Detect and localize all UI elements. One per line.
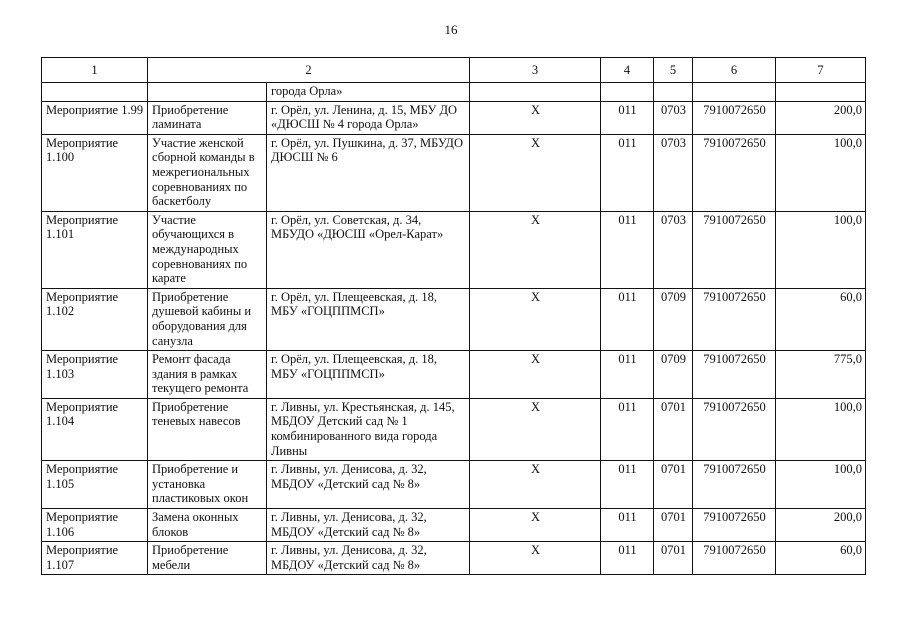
- column-6-cell: 7910072650: [693, 398, 776, 460]
- column-6-cell: 7910072650: [693, 101, 776, 134]
- column-header-3: 3: [470, 58, 601, 83]
- table-row: [42, 351, 866, 399]
- column-3-cell: Х: [470, 101, 601, 134]
- column-6-cell: 7910072650: [693, 211, 776, 288]
- column-4-cell: 011: [601, 461, 654, 509]
- column-5-cell: 0703: [654, 101, 693, 134]
- column-7-cell: 100,0: [776, 461, 866, 509]
- column-7-cell: 200,0: [776, 101, 866, 134]
- address-cell: г. Ливны, ул. Крестьянская, д. 145, МБДОУ Детский сад № 1 комбинированного вида города Ливны: [267, 398, 470, 460]
- address-cell: г. Ливны, ул. Денисова, д. 32, МБДОУ «Детский сад № 8»: [267, 542, 470, 575]
- continuation-description-cell: [148, 83, 267, 102]
- column-4-cell: 011: [601, 398, 654, 460]
- description-cell: Ремонт фасада здания в рамках текущего ремонта: [148, 351, 267, 399]
- table-row: [42, 101, 866, 134]
- column-7-cell: 60,0: [776, 288, 866, 350]
- column-3-cell: Х: [470, 398, 601, 460]
- budget-table: [41, 57, 866, 575]
- measure-cell: Мероприятие 1.99: [42, 101, 148, 134]
- column-5-cell: 0701: [654, 398, 693, 460]
- continuation-measure-cell: [42, 83, 148, 102]
- column-header-5: 5: [654, 58, 693, 83]
- column-6-cell: 7910072650: [693, 288, 776, 350]
- column-4-cell: 011: [601, 101, 654, 134]
- address-cell: г. Орёл, ул. Плещеевская, д. 18, МБУ «ГОЦППМСП»: [267, 351, 470, 399]
- column-5-cell: 0709: [654, 351, 693, 399]
- column-7-cell: 200,0: [776, 509, 866, 542]
- column-4-cell: 011: [601, 351, 654, 399]
- column-header-1: 1: [42, 58, 148, 83]
- description-cell: Приобретение ламината: [148, 101, 267, 134]
- column-5-cell: 0701: [654, 542, 693, 575]
- table-row: [42, 398, 866, 460]
- table-body: [42, 83, 866, 575]
- column-7-cell: 100,0: [776, 211, 866, 288]
- continuation-cell-6: [693, 83, 776, 102]
- column-7-cell: 60,0: [776, 542, 866, 575]
- address-cell: г. Ливны, ул. Денисова, д. 32, МБДОУ «Детский сад № 8»: [267, 461, 470, 509]
- address-cell: г. Орёл, ул. Пушкина, д. 37, МБУДО ДЮСШ № 6: [267, 134, 470, 211]
- column-3-cell: Х: [470, 509, 601, 542]
- table-row: [42, 542, 866, 575]
- continuation-address-cell: города Орла»: [267, 83, 470, 102]
- column-3-cell: Х: [470, 211, 601, 288]
- continuation-cell-7: [776, 83, 866, 102]
- column-3-cell: Х: [470, 351, 601, 399]
- column-6-cell: 7910072650: [693, 542, 776, 575]
- description-cell: Приобретение мебели: [148, 542, 267, 575]
- continuation-cell-3: [470, 83, 601, 102]
- address-cell: г. Орёл, ул. Ленина, д. 15, МБУ ДО «ДЮСШ № 4 города Орла»: [267, 101, 470, 134]
- measure-cell: Мероприятие 1.102: [42, 288, 148, 350]
- column-3-cell: Х: [470, 542, 601, 575]
- column-5-cell: 0709: [654, 288, 693, 350]
- measure-cell: Мероприятие 1.105: [42, 461, 148, 509]
- column-header-7: 7: [776, 58, 866, 83]
- column-7-cell: 100,0: [776, 134, 866, 211]
- address-cell: г. Орёл, ул. Советская, д. 34, МБУДО «ДЮСШ «Орел-Карат»: [267, 211, 470, 288]
- column-4-cell: 011: [601, 509, 654, 542]
- table-row: [42, 461, 866, 509]
- description-cell: Приобретение душевой кабины и оборудования для санузла: [148, 288, 267, 350]
- header-row: [42, 58, 866, 83]
- column-5-cell: 0703: [654, 134, 693, 211]
- column-6-cell: 7910072650: [693, 509, 776, 542]
- description-cell: Участие обучающихся в международных соревнованиях по карате: [148, 211, 267, 288]
- column-6-cell: 7910072650: [693, 351, 776, 399]
- column-3-cell: Х: [470, 288, 601, 350]
- column-3-cell: Х: [470, 461, 601, 509]
- table-row: [42, 288, 866, 350]
- page-number: 16: [444, 22, 458, 37]
- description-cell: Участие женской сборной команды в межрегиональных соревнованиях по баскетболу: [148, 134, 267, 211]
- continuation-cell-5: [654, 83, 693, 102]
- continuation-row: [42, 83, 866, 102]
- measure-cell: Мероприятие 1.106: [42, 509, 148, 542]
- description-cell: Приобретение и установка пластиковых окон: [148, 461, 267, 509]
- column-header-6: 6: [693, 58, 776, 83]
- description-cell: Замена оконных блоков: [148, 509, 267, 542]
- column-5-cell: 0701: [654, 461, 693, 509]
- address-cell: г. Орёл, ул. Плещеевская, д. 18, МБУ «ГОЦППМСП»: [267, 288, 470, 350]
- measure-cell: Мероприятие 1.104: [42, 398, 148, 460]
- column-6-cell: 7910072650: [693, 134, 776, 211]
- description-cell: Приобретение теневых навесов: [148, 398, 267, 460]
- column-4-cell: 011: [601, 288, 654, 350]
- column-6-cell: 7910072650: [693, 461, 776, 509]
- measure-cell: Мероприятие 1.100: [42, 134, 148, 211]
- column-4-cell: 011: [601, 134, 654, 211]
- measure-cell: Мероприятие 1.103: [42, 351, 148, 399]
- table-row: [42, 134, 866, 211]
- column-7-cell: 775,0: [776, 351, 866, 399]
- column-4-cell: 011: [601, 542, 654, 575]
- measure-cell: Мероприятие 1.107: [42, 542, 148, 575]
- measure-cell: Мероприятие 1.101: [42, 211, 148, 288]
- continuation-cell-4: [601, 83, 654, 102]
- table-row: [42, 211, 866, 288]
- column-5-cell: 0701: [654, 509, 693, 542]
- column-header-2: 2: [148, 58, 470, 83]
- column-3-cell: Х: [470, 134, 601, 211]
- address-cell: г. Ливны, ул. Денисова, д. 32, МБДОУ «Детский сад № 8»: [267, 509, 470, 542]
- column-header-4: 4: [601, 58, 654, 83]
- column-7-cell: 100,0: [776, 398, 866, 460]
- column-5-cell: 0703: [654, 211, 693, 288]
- column-4-cell: 011: [601, 211, 654, 288]
- table-row: [42, 509, 866, 542]
